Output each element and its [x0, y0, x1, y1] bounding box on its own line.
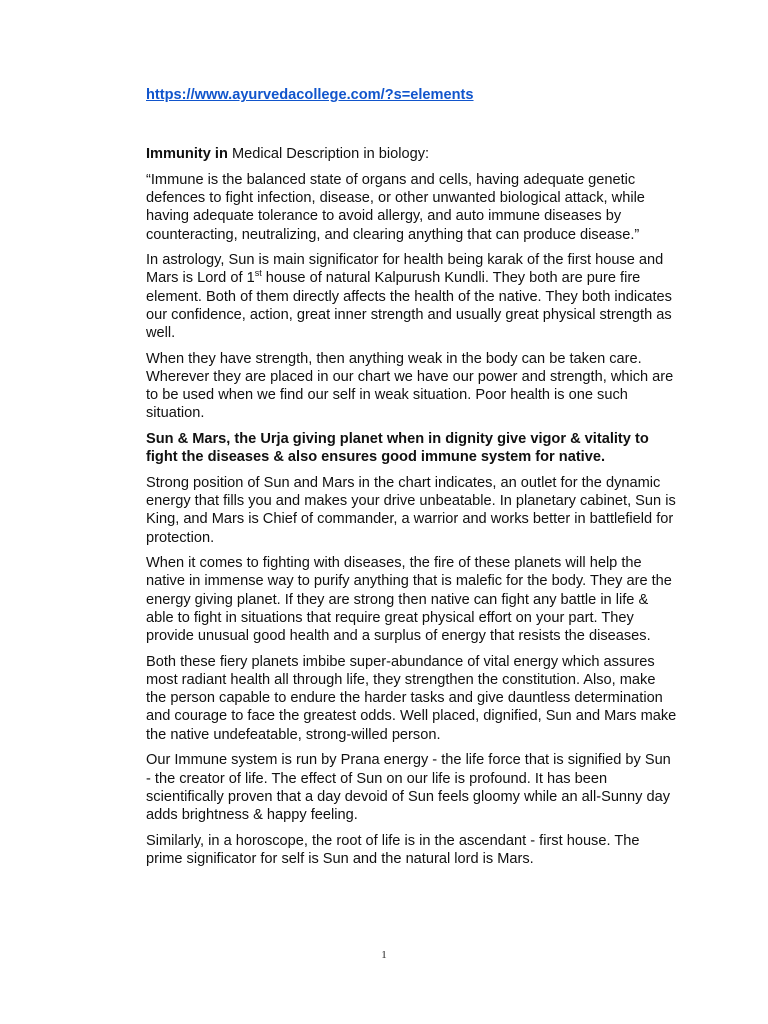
- paragraph-ascendant: Similarly, in a horoscope, the root of life is in the ascendant - first house. The prime significator for self is Sun and the natural lord is Mars.: [146, 832, 640, 867]
- paragraph-immune-definition: “Immune is the balanced state of organs and cells, having adequate genetic defences to fight infection, disease, or other unwanted biological attack, while having adequate tolerance to avoid allergy, and auto immune diseases by counteracting, neutralizing, and clearing anything that can produce disease.”: [146, 171, 645, 243]
- ordinal-superscript: st: [254, 267, 262, 278]
- heading-rest-text: Medical Description in biology:: [227, 146, 430, 163]
- reference-link[interactable]: https://www.ayurvedacollege.com/?s=elements: [146, 87, 474, 103]
- paragraph-fighting-diseases: When it comes to fighting with diseases, the fire of these planets will help the native in immense way to purify anything that is malefic for the body. They are the energy giving planet. If they are strong then native can fight any battle in life & able to fight in situations that require great physical effort on your part. They provide unusual good health and a surplus of energy that resists the diseases.: [146, 555, 672, 645]
- paragraph-urja-bold: Sun & Mars, the Urja giving planet when in dignity give vigor & vitality to fight the diseases & also ensures good immune system for native.: [146, 431, 649, 466]
- paragraph-prana-energy: Our Immune system is run by Prana energy - the life force that is signified by Sun - the creator of life. The effect of Sun on our life is profound. It has been scientifically proven that a day devoid of Sun feels gloomy while an all-Sunny day adds brightness & happy feeling.: [146, 752, 671, 823]
- page-number: 1: [381, 949, 387, 961]
- paragraph-strong-position: Strong position of Sun and Mars in the chart indicates, an outlet for the dynamic energy that fills you and makes your drive unbeatable. In planetary cabinet, Sun is King, and Mars is Chief of commander, a warrior and works better in battlefield for protection.: [146, 474, 676, 546]
- paragraph-fiery-planets: Both these fiery planets imbibe super-abundance of vital energy which assures most radiant health all through life, they strengthen the constitution. Also, make the person capable to endure the harder tasks and give dauntless determination and courage to face the greatest odds. Well placed, dignified, Sun and Mars make the native undefeatable, strong-willed person.: [146, 653, 677, 743]
- section-heading: [146, 145, 678, 163]
- paragraph-astrology-text-before: In astrology, Sun is main significator for health being karak of the first house and Mars is Lord of 1: [146, 252, 664, 287]
- paragraph-astrology-sun-mars: [146, 251, 678, 342]
- heading-bold-text: Immunity in: [146, 146, 228, 163]
- document-body: [146, 86, 678, 876]
- paragraph-strength: When they have strength, then anything weak in the body can be taken care. Wherever they are placed in our chart we have our power and strength, which are to be used when we find our self in weak situation. Poor health is one such situation.: [146, 350, 674, 422]
- paragraph-astrology-text-after: house of natural Kalpurush Kundli. They both are pure fire element. Both of them directly affects the health of the native. They both indicates our confidence, action, great inner strength and usually great physical strength as well.: [146, 270, 672, 342]
